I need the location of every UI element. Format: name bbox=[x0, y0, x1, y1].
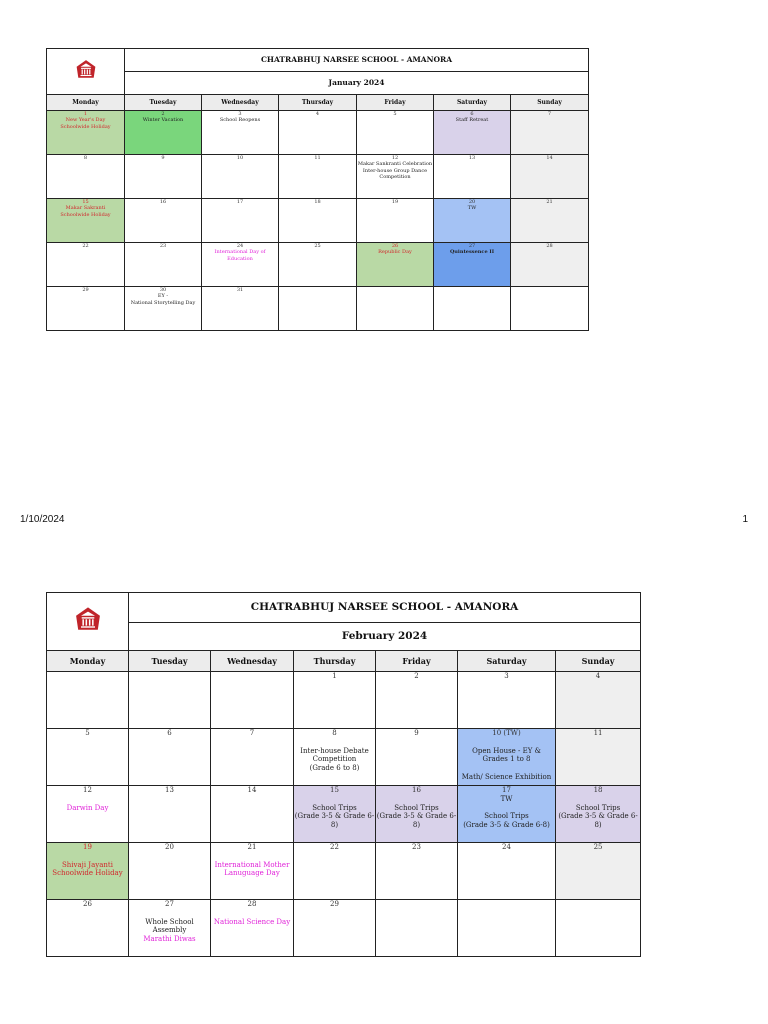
day-cell bbox=[357, 287, 434, 331]
day-number: 4 bbox=[595, 672, 601, 680]
month-title: February 2024 bbox=[129, 623, 641, 651]
day-number: 3 bbox=[504, 672, 509, 680]
day-number: 28 bbox=[247, 900, 257, 908]
event-text: Schoolwide Holiday bbox=[60, 123, 111, 130]
day-cell bbox=[202, 199, 279, 243]
day-number: 22 bbox=[330, 843, 339, 851]
day-cell bbox=[458, 729, 556, 786]
day-number: 10 (TW) bbox=[492, 729, 521, 737]
event-text bbox=[376, 795, 457, 804]
day-cell bbox=[129, 672, 211, 729]
day-cell bbox=[376, 900, 458, 957]
february-calendar bbox=[46, 592, 641, 957]
day-cell bbox=[511, 199, 589, 243]
footer-date: 1/10/2024 bbox=[20, 514, 65, 525]
day-cell bbox=[47, 900, 129, 957]
day-number: 5 bbox=[393, 111, 397, 117]
day-cell bbox=[434, 111, 511, 155]
day-number: 22 bbox=[82, 243, 89, 249]
logo-cell bbox=[47, 49, 125, 95]
event-text: School Trips bbox=[312, 803, 357, 812]
event-text: Winter Vacation bbox=[142, 117, 184, 124]
day-cell bbox=[294, 843, 376, 900]
day-cell bbox=[202, 155, 279, 199]
day-number: 21 bbox=[247, 843, 257, 851]
day-number: 20 bbox=[468, 199, 476, 205]
day-cell bbox=[357, 243, 434, 287]
event-text: Darwin Day bbox=[66, 803, 109, 812]
day-cell bbox=[556, 786, 641, 843]
week-row bbox=[47, 843, 641, 900]
event-text bbox=[211, 852, 293, 861]
day-cell bbox=[125, 111, 202, 155]
day-cell bbox=[294, 786, 376, 843]
day-cell bbox=[47, 155, 125, 199]
week-row bbox=[47, 243, 589, 287]
event-text: School Trips bbox=[394, 803, 439, 812]
day-cell bbox=[357, 111, 434, 155]
week-row bbox=[47, 155, 589, 199]
event-text bbox=[294, 738, 375, 747]
event-text: International Mother bbox=[214, 860, 290, 869]
day-cell bbox=[125, 155, 202, 199]
day-cell bbox=[47, 243, 125, 287]
day-number: 11 bbox=[314, 155, 321, 161]
event-text: National Storytelling Day bbox=[130, 299, 196, 306]
day-number: 23 bbox=[159, 243, 167, 249]
day-cell bbox=[434, 199, 511, 243]
day-number: 23 bbox=[412, 843, 421, 851]
day-cell bbox=[376, 672, 458, 729]
day-cell bbox=[211, 843, 294, 900]
day-number: 27 bbox=[468, 243, 476, 249]
event-text: School Trips bbox=[575, 803, 621, 812]
event-text bbox=[458, 764, 555, 773]
day-number: 13 bbox=[468, 155, 476, 161]
week-row bbox=[47, 199, 589, 243]
day-cell bbox=[125, 199, 202, 243]
event-text bbox=[458, 738, 555, 747]
day-cell bbox=[129, 786, 211, 843]
day-cell bbox=[129, 729, 211, 786]
event-text: Grades 1 to 8 bbox=[482, 755, 531, 764]
event-text: Inter-house Debate bbox=[300, 746, 369, 755]
day-header: Friday bbox=[376, 651, 458, 672]
day-cell bbox=[556, 729, 641, 786]
week-row bbox=[47, 111, 589, 155]
day-number: 16 bbox=[412, 786, 421, 794]
event-text: Competition bbox=[312, 755, 357, 764]
event-text bbox=[211, 909, 293, 918]
day-cell bbox=[376, 729, 458, 786]
event-text bbox=[556, 795, 640, 804]
event-text: Competition bbox=[379, 173, 411, 180]
day-number: 3 bbox=[238, 111, 242, 117]
event-text bbox=[129, 909, 210, 918]
day-number: 24 bbox=[502, 843, 511, 851]
event-text: Schoolwide Holiday bbox=[60, 211, 111, 218]
day-number: 26 bbox=[83, 900, 92, 908]
day-cell bbox=[279, 155, 357, 199]
day-header: Tuesday bbox=[125, 95, 202, 111]
day-cell bbox=[47, 199, 125, 243]
day-cell bbox=[279, 111, 357, 155]
day-cell bbox=[211, 900, 294, 957]
day-cell bbox=[47, 729, 129, 786]
day-number: 24 bbox=[236, 243, 244, 249]
event-text bbox=[47, 795, 128, 804]
event-text: National Science Day bbox=[213, 917, 291, 926]
day-cell bbox=[294, 900, 376, 957]
day-cell bbox=[47, 287, 125, 331]
event-text bbox=[47, 852, 128, 861]
day-cell bbox=[47, 786, 129, 843]
day-cell bbox=[47, 672, 129, 729]
logo-cell bbox=[47, 593, 129, 651]
day-cell bbox=[211, 672, 294, 729]
event-text: Lanuguage Day bbox=[224, 869, 280, 878]
day-cell bbox=[511, 155, 589, 199]
day-number: 8 bbox=[332, 729, 337, 737]
day-cell bbox=[556, 900, 641, 957]
event-text: Marathi Diwas bbox=[143, 935, 196, 943]
day-cell bbox=[458, 672, 556, 729]
day-number: 17 bbox=[502, 786, 511, 794]
day-cell bbox=[125, 243, 202, 287]
day-number: 1 bbox=[83, 111, 88, 117]
day-header: Thursday bbox=[279, 95, 357, 111]
day-number: 15 bbox=[330, 786, 339, 794]
day-cell bbox=[458, 843, 556, 900]
day-cell bbox=[511, 287, 589, 331]
day-cell bbox=[279, 199, 357, 243]
week-row bbox=[47, 900, 641, 957]
event-text: Quintessence II bbox=[449, 249, 495, 256]
day-cell bbox=[129, 843, 211, 900]
day-cell bbox=[294, 672, 376, 729]
day-header: Friday bbox=[357, 95, 434, 111]
day-number: 26 bbox=[391, 243, 399, 249]
event-text: Makar Sakranti bbox=[65, 205, 106, 212]
event-text: International Day of Education bbox=[214, 249, 266, 262]
day-number: 9 bbox=[414, 729, 419, 737]
day-cell bbox=[357, 199, 434, 243]
event-text bbox=[458, 804, 555, 813]
day-number: 5 bbox=[85, 729, 90, 737]
day-cell bbox=[294, 729, 376, 786]
event-text: School Trips bbox=[484, 812, 529, 821]
event-text: Makar Sankranti Celebration bbox=[357, 161, 433, 168]
day-number: 7 bbox=[249, 729, 255, 737]
day-number: 29 bbox=[82, 287, 89, 293]
day-number: 4 bbox=[315, 111, 320, 117]
day-cell bbox=[458, 900, 556, 957]
day-number: 6 bbox=[167, 729, 172, 737]
event-text: (Grade 3-5 & Grade 6-8) bbox=[294, 812, 375, 829]
day-cell bbox=[47, 111, 125, 155]
day-cell bbox=[202, 243, 279, 287]
school-crest-icon bbox=[75, 59, 97, 81]
school-name: CHATRABHUJ NARSEE SCHOOL - AMANORA bbox=[129, 593, 641, 623]
event-text: Shivaji Jayanti bbox=[62, 860, 113, 869]
event-text: Inter-house Group Dance bbox=[362, 167, 428, 174]
day-number: 15 bbox=[82, 199, 89, 205]
day-cell bbox=[125, 287, 202, 331]
day-cell bbox=[129, 900, 211, 957]
day-number: 6 bbox=[470, 111, 474, 117]
day-cell bbox=[211, 729, 294, 786]
february-weeks bbox=[47, 672, 641, 957]
day-cell bbox=[556, 843, 641, 900]
day-cell bbox=[511, 243, 589, 287]
day-header: Sunday bbox=[556, 651, 641, 672]
day-number: 12 bbox=[83, 786, 92, 794]
day-cell bbox=[434, 287, 511, 331]
day-number: 18 bbox=[593, 786, 603, 794]
day-number: 7 bbox=[547, 111, 552, 117]
day-number: 2 bbox=[414, 672, 419, 680]
day-number: 10 bbox=[236, 155, 244, 161]
day-cell bbox=[47, 843, 129, 900]
school-name: CHATRABHUJ NARSEE SCHOOL - AMANORA bbox=[125, 49, 589, 72]
week-row bbox=[47, 729, 641, 786]
event-text: Whole School Assembly bbox=[145, 917, 194, 935]
day-number: 12 bbox=[391, 155, 399, 161]
event-text: Republic Day bbox=[378, 249, 412, 256]
day-number: 20 bbox=[165, 843, 174, 851]
month-title: January 2024 bbox=[125, 72, 589, 95]
event-text: Schoolwide Holiday bbox=[52, 869, 123, 878]
day-header: Monday bbox=[47, 651, 129, 672]
event-text: (Grade 3-5 & Grade 6-8) bbox=[376, 812, 457, 829]
event-text: TW bbox=[500, 794, 513, 803]
day-number: 17 bbox=[236, 199, 244, 205]
week-row bbox=[47, 287, 589, 331]
day-number: 29 bbox=[330, 900, 339, 908]
day-number: 16 bbox=[159, 199, 167, 205]
day-number: 25 bbox=[314, 243, 321, 249]
day-number: 19 bbox=[83, 843, 92, 851]
day-cell bbox=[458, 786, 556, 843]
day-header: Tuesday bbox=[129, 651, 211, 672]
day-cell bbox=[434, 243, 511, 287]
week-row bbox=[47, 786, 641, 843]
event-text: (Grade 3-5 & Grade 6-8) bbox=[558, 812, 638, 829]
day-number: 14 bbox=[546, 155, 553, 161]
day-cell bbox=[279, 243, 357, 287]
day-number: 14 bbox=[247, 786, 257, 794]
day-number: 27 bbox=[165, 900, 174, 908]
day-number: 8 bbox=[83, 155, 88, 161]
event-text: (Grade 3-5 & Grade 6-8) bbox=[463, 821, 550, 829]
day-number: 11 bbox=[593, 729, 603, 737]
day-cell bbox=[376, 843, 458, 900]
day-header: Wednesday bbox=[211, 651, 294, 672]
event-text: Math/ Science Exhibition bbox=[461, 772, 552, 781]
day-number: 30 bbox=[159, 287, 167, 293]
event-text: (Grade 6 to 8) bbox=[309, 764, 360, 772]
day-header: Monday bbox=[47, 95, 125, 111]
day-number: 2 bbox=[161, 111, 165, 117]
day-cell bbox=[511, 111, 589, 155]
day-number: 9 bbox=[161, 155, 165, 161]
day-number: 25 bbox=[593, 843, 603, 851]
event-text: Staff Retreat bbox=[455, 117, 489, 124]
day-number: 13 bbox=[165, 786, 174, 794]
day-cell bbox=[434, 155, 511, 199]
day-number: 19 bbox=[391, 199, 399, 205]
day-cell bbox=[376, 786, 458, 843]
event-text: EY - bbox=[157, 293, 169, 300]
day-cell bbox=[202, 111, 279, 155]
day-number: 1 bbox=[332, 672, 337, 680]
event-text: New Year's Day bbox=[65, 117, 106, 124]
event-text bbox=[294, 795, 375, 804]
event-text: School Reopens bbox=[219, 117, 261, 124]
january-weeks bbox=[47, 111, 589, 331]
school-crest-icon bbox=[74, 606, 102, 634]
day-cell bbox=[211, 786, 294, 843]
day-header: Saturday bbox=[434, 95, 511, 111]
event-text: TW bbox=[467, 205, 477, 212]
day-number: 31 bbox=[236, 287, 244, 293]
day-cell bbox=[279, 287, 357, 331]
january-calendar bbox=[46, 48, 589, 331]
day-number: 21 bbox=[546, 199, 553, 205]
week-row bbox=[47, 672, 641, 729]
day-number: 18 bbox=[314, 199, 321, 205]
day-header: Saturday bbox=[458, 651, 556, 672]
day-cell bbox=[556, 672, 641, 729]
footer-page-number: 1 bbox=[742, 514, 748, 525]
day-cell bbox=[357, 155, 434, 199]
day-header: Wednesday bbox=[202, 95, 279, 111]
day-cell bbox=[202, 287, 279, 331]
event-text: Open House - EY & bbox=[472, 746, 541, 755]
day-header: Sunday bbox=[511, 95, 589, 111]
day-number: 28 bbox=[546, 243, 553, 249]
day-header: Thursday bbox=[294, 651, 376, 672]
